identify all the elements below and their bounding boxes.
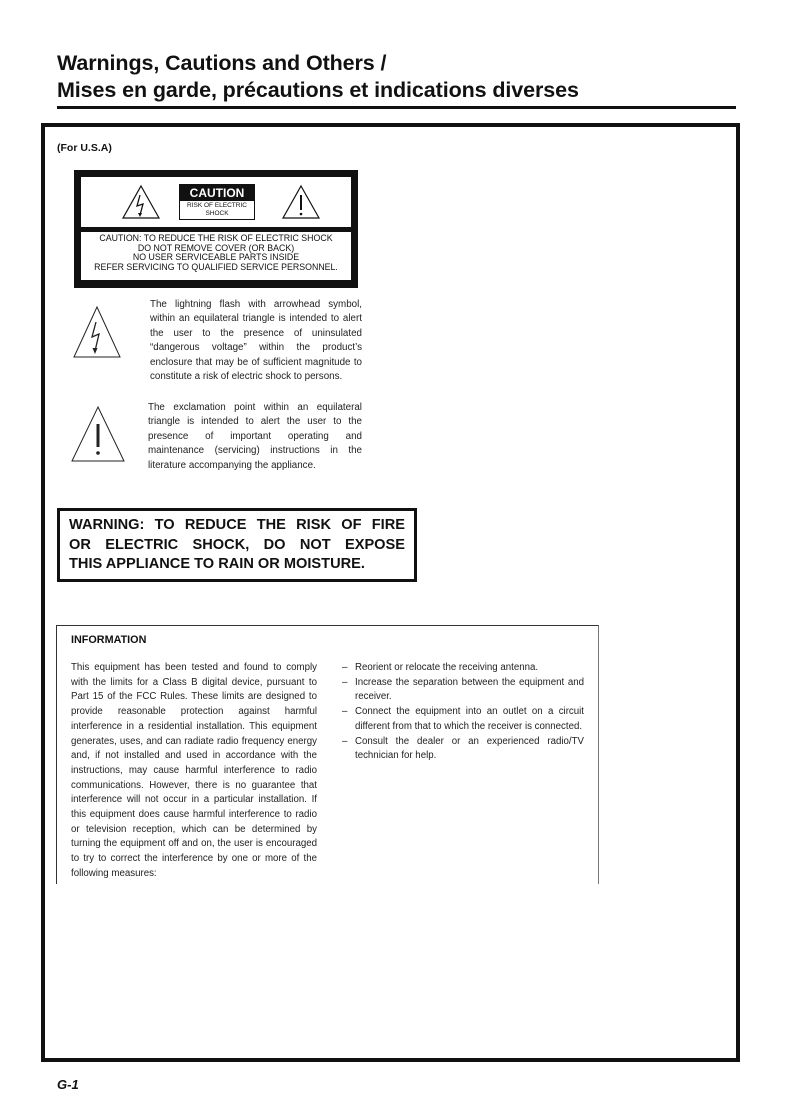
measure-text: Reorient or relocate the receiving antenna. [355, 662, 539, 673]
exclamation-triangle-icon [281, 184, 321, 220]
caution-label-bottom-panel [81, 232, 351, 280]
lightning-triangle-icon [121, 184, 161, 220]
exclamation-triangle-icon [70, 405, 126, 463]
page-title [57, 50, 579, 104]
measure-item [342, 676, 584, 705]
information-box [56, 625, 599, 884]
page-title-line-english: Warnings, Cautions and Others / [57, 51, 387, 75]
information-body: This equipment has been tested and found to comply with the limits for a Class B digital device, pursuant to Part 15 of the FCC Rules. These limits are designed to provide reasonable protection against harmful interference in a residential installation. This equipment generates, uses, and can radiate radio frequency energy and, if not installed and used in accordance with the instructions, may cause harmful interference to radio communications. However, there is no guarantee that interference will not occur in a particular installation. If this equipment does cause harmful interference to radio or television reception, which can be determined by turning the equipment off and on, the user is encouraged to try to correct the interference by one or more of the following measures: [71, 662, 317, 879]
caution-line: REFER SERVICING TO QUALIFIED SERVICE PERSONNEL. [94, 261, 338, 272]
caution-badge-subtitle [180, 202, 254, 218]
warning-line: WARNING: TO REDUCE THE RISK OF FIRE [69, 517, 405, 533]
measure-item [342, 705, 584, 734]
lightning-symbol-description: The lightning flash with arrowhead symbol, within an equilateral triangle is intended to alert the user to the presence of uninsulated “dangerous voltage” within the product’s enclosure that may be of sufficient magnitude to constitute a risk of electric shock to persons. [150, 299, 362, 383]
lightning-triangle-icon [72, 305, 122, 359]
measure-text: Connect the equipment into an outlet on a circuit different from that to which the receiver is connected. [355, 706, 584, 732]
warning-box [57, 508, 417, 582]
measure-item [342, 735, 584, 764]
caution-line: DO NOT REMOVE COVER (OR BACK) [137, 242, 295, 253]
page-number: G-1 [57, 1077, 79, 1092]
region-label: (For U.S.A) [57, 142, 112, 154]
caution-badge-subtitle-line: RISK OF ELECTRIC [187, 202, 247, 209]
warning-text [69, 516, 405, 575]
measure-item [342, 661, 584, 676]
caution-badge-subtitle-line: SHOCK [205, 210, 229, 217]
warning-line: THIS APPLIANCE TO RAIN OR MOISTURE. [69, 556, 365, 572]
caution-label-top-panel [81, 177, 351, 227]
warning-line: OR ELECTRIC SHOCK, DO NOT EXPOSE [69, 536, 405, 553]
dash-bullet: – [342, 706, 348, 718]
information-title: INFORMATION [71, 634, 147, 646]
dash-bullet: – [342, 676, 348, 688]
caution-text [81, 234, 351, 272]
caution-label [74, 170, 358, 288]
measure-text: Increase the separation between the equipment and receiver. [355, 676, 584, 703]
caution-line: NO USER SERVICEABLE PARTS INSIDE [132, 252, 300, 262]
caution-badge-title: CAUTION [180, 185, 254, 201]
page-title-line-french: Mises en garde, précautions et indications diverses [57, 78, 579, 102]
measure-text: Consult the dealer or an experienced radio/TV technician for help. [355, 735, 584, 762]
exclamation-symbol-description: The exclamation point within an equilateral triangle is intended to alert the user to the presence of important operating and maintenance (servicing) instructions in the literature accompanying the appliance. [148, 402, 362, 471]
title-rule [57, 106, 736, 109]
measures-list [342, 661, 584, 764]
dash-bullet: – [342, 662, 348, 673]
caution-badge [179, 184, 255, 220]
caution-line: CAUTION: TO REDUCE THE RISK OF ELECTRIC SHOCK [99, 233, 333, 243]
dash-bullet: – [342, 735, 348, 747]
